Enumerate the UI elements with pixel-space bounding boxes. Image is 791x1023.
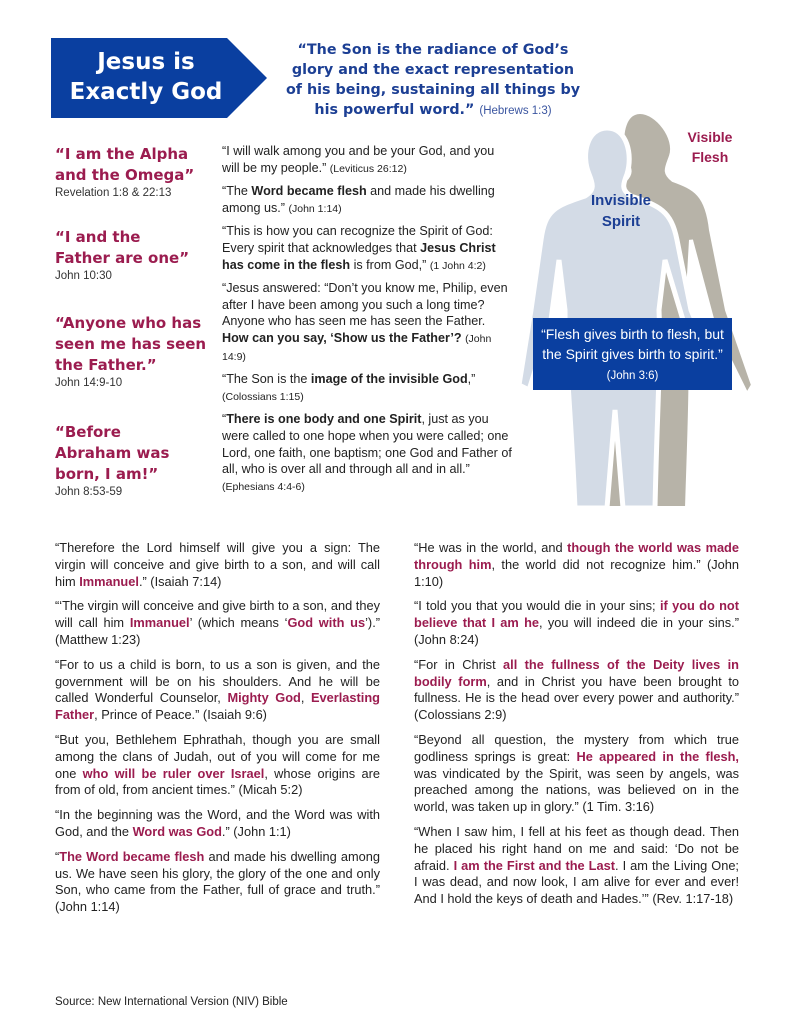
verse-text: “Therefore the Lord himself will give you a sign: The virgin will conceive and give birth to a son, and will call him [55,540,380,589]
claims-column [55,144,215,500]
verse-text: “This is how you can recognize the Spirit of God: Every spirit that acknowledges that [222,224,493,255]
middle-verses [222,143,512,501]
verse-text: “He was in the world, and [414,540,568,555]
claim-item: “Anyone who has seen me has seen the Father.” John 14:9-10 [55,314,207,389]
verse-citation: (Ephesians 4:4-6) [222,480,305,493]
verse-text: “But you, Bethlehem Ephrathah, though you are small among the clans of Judah, out of you will come for me one [55,731,380,781]
verse-emphasis: He appeared in the flesh, [576,748,739,764]
verse-emphasis: Immanuel [129,615,190,631]
verse-paragraph [222,143,512,177]
verse-emphasis: Immanuel [79,573,139,589]
verse-text: “The [222,184,252,199]
verse-text: , whose origins are from of old, from ancient times.” (Micah 5:2) [55,765,380,798]
verse-text: “Jesus answered: “Don’t you know me, Philip, even after I have been among you such a long time? Anyone who has seen me has seen the Father. [222,281,508,329]
verse-text: was vindicated by the Spirit, was seen by angels, was preached among the nations, was believed on in the world, was taken up in glory.” (1 Tim. 3:16) [414,765,739,815]
verse-text: “The Son is the [222,372,311,387]
claim-item: “I and the Father are one” John 10:30 [55,228,190,282]
verse-text: ’ (which means ‘ [189,615,288,631]
verse-paragraph [414,540,739,590]
verse-text: “When I saw him, I fell at his feet as though dead. Then he placed his right hand on me and said: ‘Do not be afraid. [414,823,739,873]
john-3-6-callout: “Flesh gives birth to flesh, but the Spirit gives birth to spirit.” (John 3:6) [533,318,732,390]
verse-paragraph [222,411,512,495]
verse-text: “I told you that you would die in your sins; [414,598,660,614]
verse-emphasis: How can you say, ‘Show us the Father’? [222,330,462,345]
verse-text: ’).” (Matthew 1:23) [55,615,381,647]
verse-text: and made his dwelling among us.” [222,184,495,215]
verse-paragraph [55,849,380,916]
verse-emphasis: God with us [287,615,366,631]
verse-paragraph [414,657,739,724]
invisible-spirit-label: Invisible Spirit [590,192,652,230]
right-verse-column [414,540,739,916]
verse-paragraph [414,598,739,648]
verse-paragraph [55,598,380,648]
verse-text: and made his dwelling among us. We have seen his glory, the glory of the one and only Son, who came from the Father, full of grace and truth.” (John 1:14) [55,848,380,915]
verse-text: ,” [467,372,476,387]
page-title: Jesus is Exactly God [69,49,223,105]
verse-text: “‘The virgin will conceive and give birth to a son, and they will call him [55,598,380,631]
verse-paragraph [55,807,380,841]
verse-emphasis: though the world was made through him [414,540,739,572]
verse-text: .” (John 1:1) [221,823,291,839]
verse-text: “I will walk among you and be your God, and you will be my people.” [222,144,495,175]
verse-paragraph [222,280,512,365]
verse-emphasis: There is one body and one Spirit [226,412,422,427]
verse-emphasis: Word became flesh [251,184,367,199]
verse-citation: (Colossians 1:15) [222,390,304,403]
verse-text: . I am the Living One; I was dead, and now look, I am alive for ever and ever! And I hold the keys of death and Hades.’” (Rev. 1:17-18) [414,857,739,907]
verse-paragraph [55,540,380,590]
verse-paragraph [414,732,739,816]
verse-emphasis: The Word became flesh [59,848,205,864]
verse-text: , you will indeed die in your sins.” (John 8:24) [414,615,740,647]
left-verse-column [55,540,380,924]
verse-paragraph [55,732,380,799]
verse-text: , [300,690,311,706]
verse-text: , and in Christ you have been brought to fullness. He is the head over every power and authority.” (Colossians 2:9) [414,673,739,723]
verse-citation: (Leviticus 26:12) [329,162,407,175]
verse-text: “For to us a child is born, to us a son is given, and the government will be on his shoulders. And he will be called Wonderful Counselor, [55,656,380,706]
verse-citation: (1 John 4:2) [429,259,486,272]
verse-paragraph [55,657,380,724]
verse-text: , Prince of Peace.” (Isaiah 9:6) [94,707,267,723]
verse-emphasis: image of the invisible God [310,372,468,387]
verse-emphasis: Jesus Christ has come in the flesh [222,240,496,272]
verse-text: , the world did not recognize him.” (John 1:10) [414,556,739,589]
verse-emphasis: Mighty God [227,690,301,706]
verse-paragraph [222,223,512,274]
visible-flesh-label: Visible Flesh [687,129,733,165]
verse-text: “Beyond all question, the mystery from which true godliness springs is great: [414,731,739,764]
verse-text: “ [222,412,227,427]
claim-item: “I am the Alpha and the Omega” Revelation 1:8 & 22:13 [55,145,195,199]
verse-citation: (John 14:9) [222,332,492,363]
verse-text: “In the beginning was the Word, and the Word was with God, and the [55,807,380,839]
verse-emphasis: all the fullness of the Deity lives in bodily form [414,656,739,689]
hebrews-quote: “The Son is the radiance of God’s glory and the exact representation of his being, sustaining all things by his powerful word.” (Hebrews 1:3) [285,42,581,118]
verse-citation: (John 1:14) [288,202,342,215]
verse-text: .” (Isaiah 7:14) [138,573,222,589]
verse-emphasis: Everlasting Father [55,690,380,723]
claim-item: “Before Abraham was born, I am!” John 8:53-59 [55,423,170,498]
source-note: Source: New International Version (NIV) Bible [55,996,288,1008]
verse-text: “For in Christ [414,656,504,672]
verse-text: is from God,” [350,257,430,272]
verse-paragraph [222,371,512,405]
title-banner [51,38,267,118]
verse-emphasis: I am the First and the Last [453,857,615,873]
verse-emphasis: who will be ruler over Israel [82,765,265,781]
verse-emphasis: if you do not believe that I am he [414,598,739,631]
verse-paragraph [222,183,512,217]
human-figure-illustration [515,110,755,510]
verse-paragraph [414,824,739,908]
verse-text: “ [55,848,60,864]
verse-text: , just as you were called to one hope when you were called; one Lord, one faith, one baptism; one God and Father of all, who is over all and through all and in all.” [222,412,512,477]
verse-emphasis: Word was God [132,823,222,839]
